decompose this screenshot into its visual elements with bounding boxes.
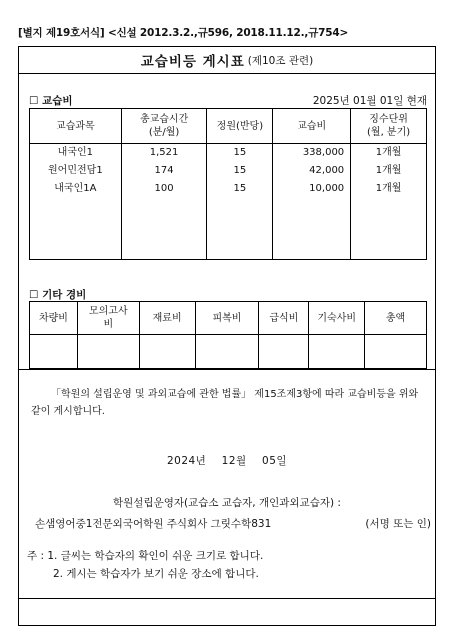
other-costs-header-row	[30, 302, 427, 335]
empty-row	[30, 198, 427, 260]
col-meals: 급식비	[259, 302, 309, 335]
operator-name: 손샘영어중1전문외국어학원 주식회사 그릿수학831	[35, 518, 272, 530]
table-row	[30, 144, 427, 163]
signing-date: 2024년 12월 05일	[166, 455, 288, 467]
cell-subject: 내국인1	[30, 144, 122, 163]
operator-line	[35, 516, 431, 531]
other-costs-value-row	[30, 335, 427, 369]
cell-fee: 42,000	[273, 162, 351, 180]
legal-statement: 「학원의 설립운영 및 과외교습에 관한 법률」 제15조제3항에 따라 교습비등을 위와 같이 게시합니다.	[31, 389, 419, 417]
cell-unit: 1개월	[351, 144, 427, 163]
col-mock-exam-label: 모의고사 비	[88, 306, 128, 330]
col-mock-exam	[77, 302, 139, 335]
divider	[19, 369, 435, 370]
notice-frame	[18, 46, 436, 626]
section-tuition-title: ☐ 교습비	[29, 95, 73, 107]
col-total-time	[121, 109, 207, 144]
note-item: 2. 게시는 학습자가 보기 쉬운 장소에 합니다.	[53, 568, 259, 580]
col-fee: 교습비	[273, 109, 351, 144]
section-other-costs-title: ☐ 기타 경비	[29, 289, 87, 301]
note-item: 주 : 1. 글씨는 학습자의 확인이 쉬운 크기로 합니다.	[27, 550, 264, 562]
cell-subject: 내국인1A	[30, 180, 122, 198]
cell-subject: 원어민전담1	[30, 162, 122, 180]
col-subject: 교습과목	[30, 109, 122, 144]
page-subtitle: (제10조 관련)	[247, 54, 314, 67]
signature-placeholder: (서명 또는 인)	[365, 518, 431, 530]
tuition-table	[29, 108, 427, 260]
cell-fee: 338,000	[273, 144, 351, 163]
divider	[19, 598, 435, 599]
col-unit-label: 징수단위 (월, 분기)	[367, 114, 411, 138]
col-capacity: 정원(반당)	[207, 109, 273, 144]
other-costs-table	[29, 301, 427, 369]
current-date: 2025년 01월 01일 현재	[312, 95, 427, 107]
col-total: 총액	[365, 302, 427, 335]
table-row	[30, 180, 427, 198]
tuition-header-row	[30, 109, 427, 144]
col-materials: 재료비	[139, 302, 195, 335]
col-unit	[351, 109, 427, 144]
table-row	[30, 162, 427, 180]
col-total-time-label: 총교습시간 (분/월)	[139, 114, 189, 138]
operator-label: 학원설립운영자(교습소 교습자, 개인과외교습자) :	[113, 497, 341, 509]
cell-time: 174	[121, 162, 207, 180]
cell-time: 1,521	[121, 144, 207, 163]
cell-unit: 1개월	[351, 180, 427, 198]
col-dormitory: 기숙사비	[309, 302, 365, 335]
section-tuition-header	[29, 93, 427, 108]
cell-fee: 10,000	[273, 180, 351, 198]
cell-capacity: 15	[207, 162, 273, 180]
cell-capacity: 15	[207, 144, 273, 163]
cell-capacity: 15	[207, 180, 273, 198]
notes	[27, 547, 263, 583]
cell-unit: 1개월	[351, 162, 427, 180]
col-clothing: 피복비	[195, 302, 259, 335]
col-vehicle: 차량비	[30, 302, 78, 335]
page-title: 교습비등 게시표	[140, 54, 245, 70]
form-header: [별지 제19호서식] <신설 2012.3.2.,규596, 2018.11.12.,규754>	[18, 27, 349, 39]
title-row	[19, 47, 435, 74]
cell-time: 100	[121, 180, 207, 198]
